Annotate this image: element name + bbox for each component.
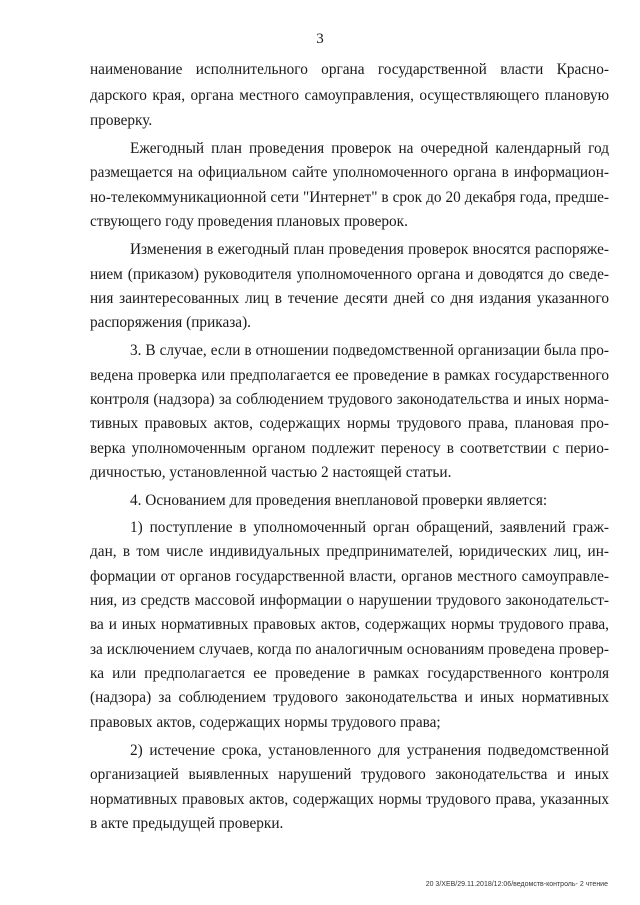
text-line: ведена проверка или предполагается ее проведение в рамках государственного: [90, 367, 609, 384]
text-line: Изменения в ежегодный план проведения проверок вносятся распоряже-: [130, 241, 609, 258]
text-line: верка уполномоченным органом подлежит переносу в соответствии с перио-: [90, 440, 609, 457]
page-number: 3: [316, 31, 324, 47]
text-line: дан, в том числе индивидуальных предпринимателей, юридических лиц, ин-: [90, 543, 609, 560]
text-line: нормативных правовых актов, содержащих нормы трудового права, указанных: [90, 791, 609, 808]
text-line: дичностью, установленной частью 2 настоящей статьи.: [90, 464, 452, 481]
text-line: ния, из средств массовой информации о нарушении трудового законодательст-: [90, 592, 609, 609]
text-line: Ежегодный план проведения проверок на очередной календарный год: [130, 140, 609, 157]
text-line: но-телекоммуникационной сети "Интернет" в срок до 20 декабря года, предше-: [90, 189, 609, 206]
text-line: контроля (надзора) за соблюдением трудового законодательства и иных норма-: [90, 391, 609, 408]
text-line: ния заинтересованных лиц в течение десяти дней со дня издания указанного: [90, 290, 609, 307]
text-line: формации от органов государственной власти, органов местного самоуправле-: [90, 568, 609, 585]
text-line: ствующего году проведения плановых проверок.: [90, 213, 408, 230]
text-line: наименование исполнительного органа государственной власти Красно-: [90, 61, 609, 78]
text-line: организацией выявленных нарушений трудового законодательства и иных: [90, 766, 609, 783]
text-line: ва и иных нормативных правовых актов, содержащих нормы трудового права,: [90, 616, 609, 633]
text-line: дарского края, органа местного самоуправления, осуществляющего плановую: [90, 87, 609, 104]
text-line: 2) истечение срока, установленного для устранения подведомственной: [130, 742, 609, 759]
text-line: (надзора) за соблюдением трудового законодательства и иных нормативных: [90, 689, 609, 706]
text-line: 4. Основанием для проведения внеплановой проверки является:: [130, 492, 548, 509]
text-line: 3. В случае, если в отношении подведомственной организации была про-: [130, 342, 609, 359]
text-line: ка или предполагается ее проведение в рамках государственного контроля: [90, 665, 609, 682]
text-line: тивных правовых актов, содержащих нормы трудового права, плановая про-: [90, 415, 609, 432]
text-line: размещается на официальном сайте уполномоченного органа в информацион-: [90, 164, 609, 181]
text-line: правовых актов, содержащих нормы трудового права;: [90, 714, 441, 731]
text-line: за исключением случаев, когда по аналогичным основаниям проведена провер-: [90, 641, 609, 658]
text-line: распоряжения (приказа).: [90, 314, 251, 331]
text-line: в акте предыдущей проверки.: [90, 815, 284, 832]
text-line: проверку.: [90, 112, 153, 129]
text-line: 1) поступление в уполномоченный орган обращений, заявлений граж-: [130, 519, 609, 536]
text-line: нием (приказом) руководителя уполномоченного органа и доводятся до сведе-: [90, 266, 609, 283]
document-footer-code: 20 3/XEB/29.11.2018/12:06/ведомств-контроль- 2 чтение: [425, 881, 608, 888]
